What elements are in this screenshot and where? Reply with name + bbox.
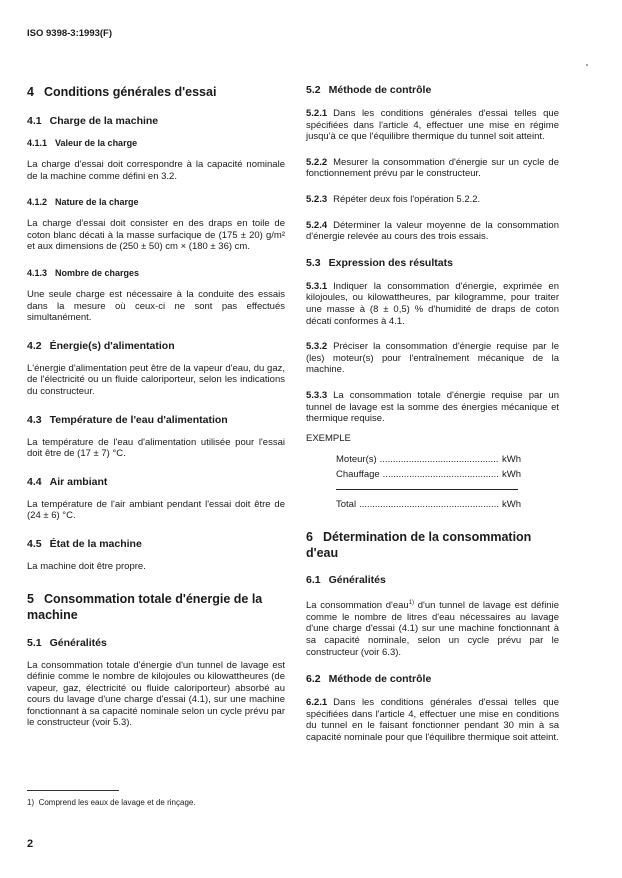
- left-column: [27, 84, 285, 729]
- section-5-1-heading: 5.1 Généralités: [27, 636, 107, 649]
- paragraph-6-2-1: 6.2.1 Dans les conditions générales d'essai telles que spécifiées dans l'article 4, effectuer une mise en conditions du tunnel en le faisant fonctionner pendant 30 min à sa capacité nominale pour que l'équilibre thermique soit atteint.: [306, 697, 559, 743]
- section-6-1-text: La consommation d'eau$^{1)}$ d'un tunnel de lavage est définie comme le nombre de litres d'eau nécessaires au lavage d'une charge d'essai (4.1) sur une machine fonctionnant à sa capacité nominale, selon un cycle prévu par le constructeur (voir 6.3).: [306, 600, 559, 658]
- scan-speck: [586, 64, 588, 66]
- section-6-2-heading: 6.2 Méthode de contrôle: [306, 673, 432, 686]
- footnote-separator: [27, 790, 119, 791]
- section-4-4-text: La température de l'air ambiant pendant l'essai doit être de (24 ± 6) °C.: [27, 498, 285, 522]
- section-4-5-heading: 4.5 État de la machine: [27, 537, 142, 550]
- paragraph-5-2-4: 5.2.4 Déterminer la valeur moyenne de la consommation d'énergie relevée au cours des trois essais.: [306, 219, 559, 243]
- section-4-3-text: La température de l'eau d'alimentation utilisée pour l'essai doit être de (17 ± 7) °C.: [27, 436, 285, 460]
- section-4-2-text: L'énergie d'alimentation peut être de la vapeur d'eau, du gaz, de l'électricité ou un fluide caloriporteur, selon les indications du constructeur.: [27, 362, 285, 397]
- section-4-1-2-text: La charge d'essai doit consister en des draps en toile de coton blanc décati à la masse surfacique de (175 ± 20) g/m² et aux dimensions de (250 ± 50) cm × (180 ± 36) cm.: [27, 218, 285, 253]
- paragraph-5-2-3: 5.2.3 Répéter deux fois l'opération 5.2.2.: [306, 193, 481, 205]
- paragraph-5-3-3: 5.3.3 La consommation totale d'énergie requise par un tunnel de lavage est la somme des énergies mécanique et thermique requise.: [306, 389, 559, 425]
- example-row-heating: Chauffage ..... kWh: [336, 469, 521, 481]
- section-5-heading: 5 Consommation totale d'énergie de la machine: [27, 591, 263, 622]
- example-total: Total ..... kWh: [336, 499, 521, 511]
- example-label: EXEMPLE: [306, 432, 351, 444]
- section-5-3-heading: 5.3 Expression des résultats: [306, 256, 453, 269]
- page-number: 2: [27, 838, 34, 850]
- footnote-ref: 1): [408, 600, 415, 607]
- section-4-5-text: La machine doit être propre.: [27, 560, 146, 572]
- section-4-1-3-heading: 4.1.3 Nombre de charges: [27, 267, 140, 278]
- example-table: [336, 454, 521, 480]
- paragraph-5-3-2: 5.3.2 Préciser la consommation d'énergie requise par le (les) moteur(s) pour l'entraînement mécanique de la machine.: [306, 341, 559, 376]
- section-4-2-heading: 4.2 Énergie(s) d'alimentation: [27, 339, 175, 352]
- section-4-1-2-heading: 4.1.2 Nature de la charge: [27, 197, 139, 208]
- example-row-motors: Moteur(s) ..... kWh: [336, 454, 521, 466]
- section-6-1-heading: 6.1 Généralités: [306, 574, 386, 587]
- section-4-4-heading: 4.4 Air ambiant: [27, 475, 108, 488]
- section-5-2-heading: 5.2 Méthode de contrôle: [306, 84, 432, 96]
- section-6-heading: 6 Détermination de la consommation d'eau: [306, 530, 532, 561]
- footnote: 1) Comprend les eaux de lavage et de rinçage.: [27, 798, 196, 807]
- section-4-1-1-text: La charge d'essai doit correspondre à la capacité nominale de la machine comme défini en 3.2.: [27, 159, 285, 182]
- section-4-heading: 4 Conditions générales d'essai: [27, 85, 217, 99]
- right-column: [306, 84, 559, 744]
- section-4-1-heading: 4.1 Charge de la machine: [27, 115, 159, 127]
- section-4-1-3-text: Une seule charge est nécessaire à la conduite des essais dans la mesure où ceux-ci ne sont pas effectués simultanément.: [27, 288, 285, 324]
- paragraph-5-2-2: 5.2.2 Mesurer la consommation d'énergie sur un cycle de fonctionnement prévu par le constructeur.: [306, 156, 559, 180]
- paragraph-5-3-1: 5.3.1 Indiquer la consommation d'énergie, exprimée en kilojoules, ou kilowattheures, par kilogramme, pour traiter une masse à (8 ± 0,5) % d'humidité de draps de coton décati conformes à 4.1.: [306, 280, 559, 327]
- document-header: ISO 9398-3:1993(F): [27, 28, 113, 39]
- section-4-1-1-heading: 4.1.1 Valeur de la charge: [27, 138, 138, 148]
- section-5-1-text: La consommation totale d'énergie d'un tunnel de lavage est définie comme le nombre de kilojoules ou kilowattheures (de vapeur, gaz, électricité ou fluide caloriporteur) absorbé au cours du lavage d'une charge d'essai (4.1), sur une machine fonctionnant à sa capacité nominale selon un cycle prévu par le constructeur (voir 5.3).: [27, 659, 285, 729]
- section-4-3-heading: 4.3 Température de l'eau d'alimentation: [27, 413, 228, 426]
- paragraph-5-2-1: 5.2.1 Dans les conditions générales d'essai telles que spécifiées dans l'article 4, effectuer une mise en régime jusqu'à ce que l'équilibre thermique du tunnel soit atteint.: [306, 108, 559, 143]
